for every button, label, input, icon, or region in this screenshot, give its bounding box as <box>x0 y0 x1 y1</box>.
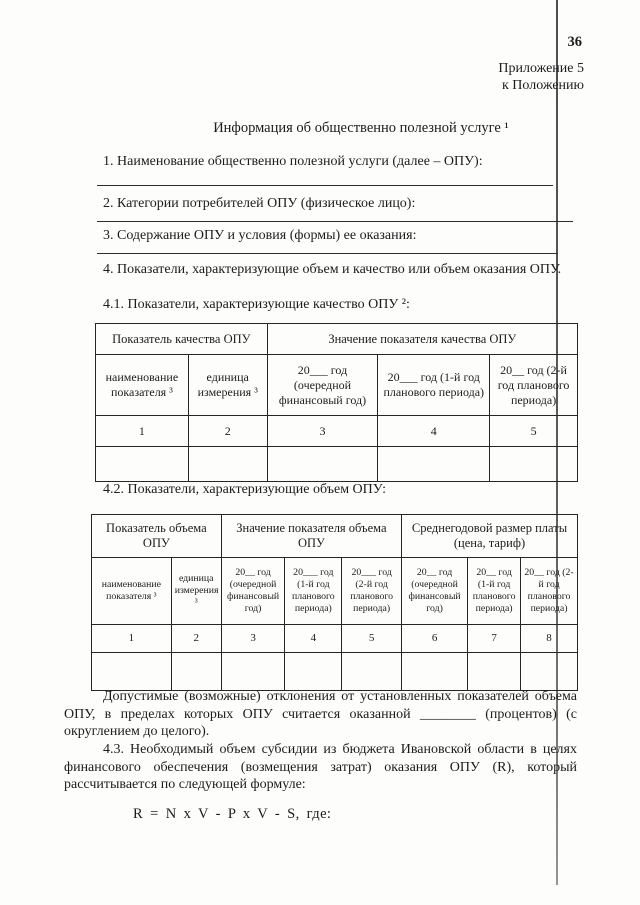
fill-in-line-2 <box>97 221 573 222</box>
annex-line-2: к Положению <box>501 78 584 93</box>
volume-empty-cell <box>171 653 221 691</box>
volume-col-header-1: наименование показателя ³ <box>92 558 172 625</box>
deviations-paragraph: Допустимые (возможные) отклонения от установленных показателей объема ОПУ, в пределах которых ОПУ считается оказанной ________ (процентов) (с округлением до целого). <box>64 689 577 739</box>
item-4-paragraph: 4. Показатели, характеризующие объем и качество или объем оказания ОПУ. <box>103 262 562 277</box>
volume-empty-cell <box>468 653 521 691</box>
volume-col-header-3: 20__ год (очередной финансовый год) <box>221 558 285 625</box>
subsidy-formula: R = N x V - P x V - S, где: <box>133 806 332 822</box>
page-number: 36 <box>567 34 582 50</box>
volume-group-header-1: Показатель объема ОПУ <box>92 515 222 558</box>
quality-empty-cell <box>96 447 189 482</box>
volume-col-number-3: 3 <box>221 625 285 653</box>
volume-empty-cell <box>342 653 402 691</box>
quality-empty-cell <box>188 447 267 482</box>
quality-col-header-1: наименование показателя ³ <box>96 355 189 416</box>
table-row <box>96 355 578 416</box>
volume-col-number-2: 2 <box>171 625 221 653</box>
table-row <box>92 653 578 691</box>
volume-empty-cell <box>221 653 285 691</box>
quality-col-number-5: 5 <box>490 416 578 447</box>
table-row <box>92 515 578 558</box>
volume-empty-cell <box>402 653 468 691</box>
quality-group-header-2: Значение показателя качества ОПУ <box>267 324 577 355</box>
annex-note <box>498 60 584 94</box>
volume-col-header-7: 20__ год (1-й год планового периода) <box>468 558 521 625</box>
volume-empty-cell <box>521 653 578 691</box>
volume-col-header-6: 20__ год (очередной финансовый год) <box>402 558 468 625</box>
item-1-label: 1. Наименование общественно полезной услуги (далее – ОПУ): <box>103 154 483 169</box>
item-2-label: 2. Категории потребителей ОПУ (физическое лицо): <box>103 196 416 211</box>
volume-col-header-5: 20___ год (2-й год планового периода) <box>342 558 402 625</box>
volume-col-header-2: единица измерения ³ <box>171 558 221 625</box>
quality-group-header-1: Показатель качества ОПУ <box>96 324 268 355</box>
volume-col-number-4: 4 <box>285 625 342 653</box>
table-row <box>96 416 578 447</box>
fill-in-line-3 <box>97 253 558 254</box>
quality-col-header-4: 20___ год (1-й год планового периода) <box>378 355 490 416</box>
quality-indicators-table <box>95 323 578 482</box>
volume-col-number-8: 8 <box>521 625 578 653</box>
volume-indicators-table <box>91 514 578 691</box>
volume-col-number-7: 7 <box>468 625 521 653</box>
quality-col-header-5: 20__ год (2-й год планового периода) <box>490 355 578 416</box>
quality-col-number-3: 3 <box>267 416 378 447</box>
volume-col-number-6: 6 <box>402 625 468 653</box>
quality-col-header-2: единица измерения ³ <box>188 355 267 416</box>
quality-empty-cell <box>378 447 490 482</box>
volume-empty-cell <box>285 653 342 691</box>
volume-group-header-3: Среднегодовой размер платы (цена, тариф) <box>402 515 578 558</box>
annex-line-1: Приложение 5 <box>498 61 584 76</box>
volume-group-header-2: Значение показателя объема ОПУ <box>221 515 401 558</box>
item-3-label: 3. Содержание ОПУ и условия (формы) ее оказания: <box>103 228 417 243</box>
item-4-2-label: 4.2. Показатели, характеризующие объем ОПУ: <box>103 482 387 497</box>
document-title: Информация об общественно полезной услуге ¹ <box>213 120 509 136</box>
table-row <box>96 324 578 355</box>
volume-col-number-1: 1 <box>92 625 172 653</box>
volume-col-header-8: 20__ год (2-й год планового периода) <box>521 558 578 625</box>
quality-col-number-2: 2 <box>188 416 267 447</box>
quality-col-header-3: 20___ год (очередной финансовый год) <box>267 355 378 416</box>
fill-in-line-1 <box>97 185 553 186</box>
quality-col-number-1: 1 <box>96 416 189 447</box>
quality-empty-cell <box>267 447 378 482</box>
item-4-3-paragraph: 4.3. Необходимый объем субсидии из бюджета Ивановской области в целях финансового обеспечения (возмещения затрат) оказания ОПУ (R), который рассчитывается по следующей формуле: <box>64 742 577 792</box>
table-row <box>92 558 578 625</box>
volume-col-number-5: 5 <box>342 625 402 653</box>
table-row <box>96 447 578 482</box>
volume-empty-cell <box>92 653 172 691</box>
item-4-1-label: 4.1. Показатели, характеризующие качество ОПУ ²: <box>103 297 410 312</box>
volume-col-header-4: 20___ год (1-й год планового периода) <box>285 558 342 625</box>
quality-empty-cell <box>490 447 578 482</box>
quality-col-number-4: 4 <box>378 416 490 447</box>
table-row <box>92 625 578 653</box>
